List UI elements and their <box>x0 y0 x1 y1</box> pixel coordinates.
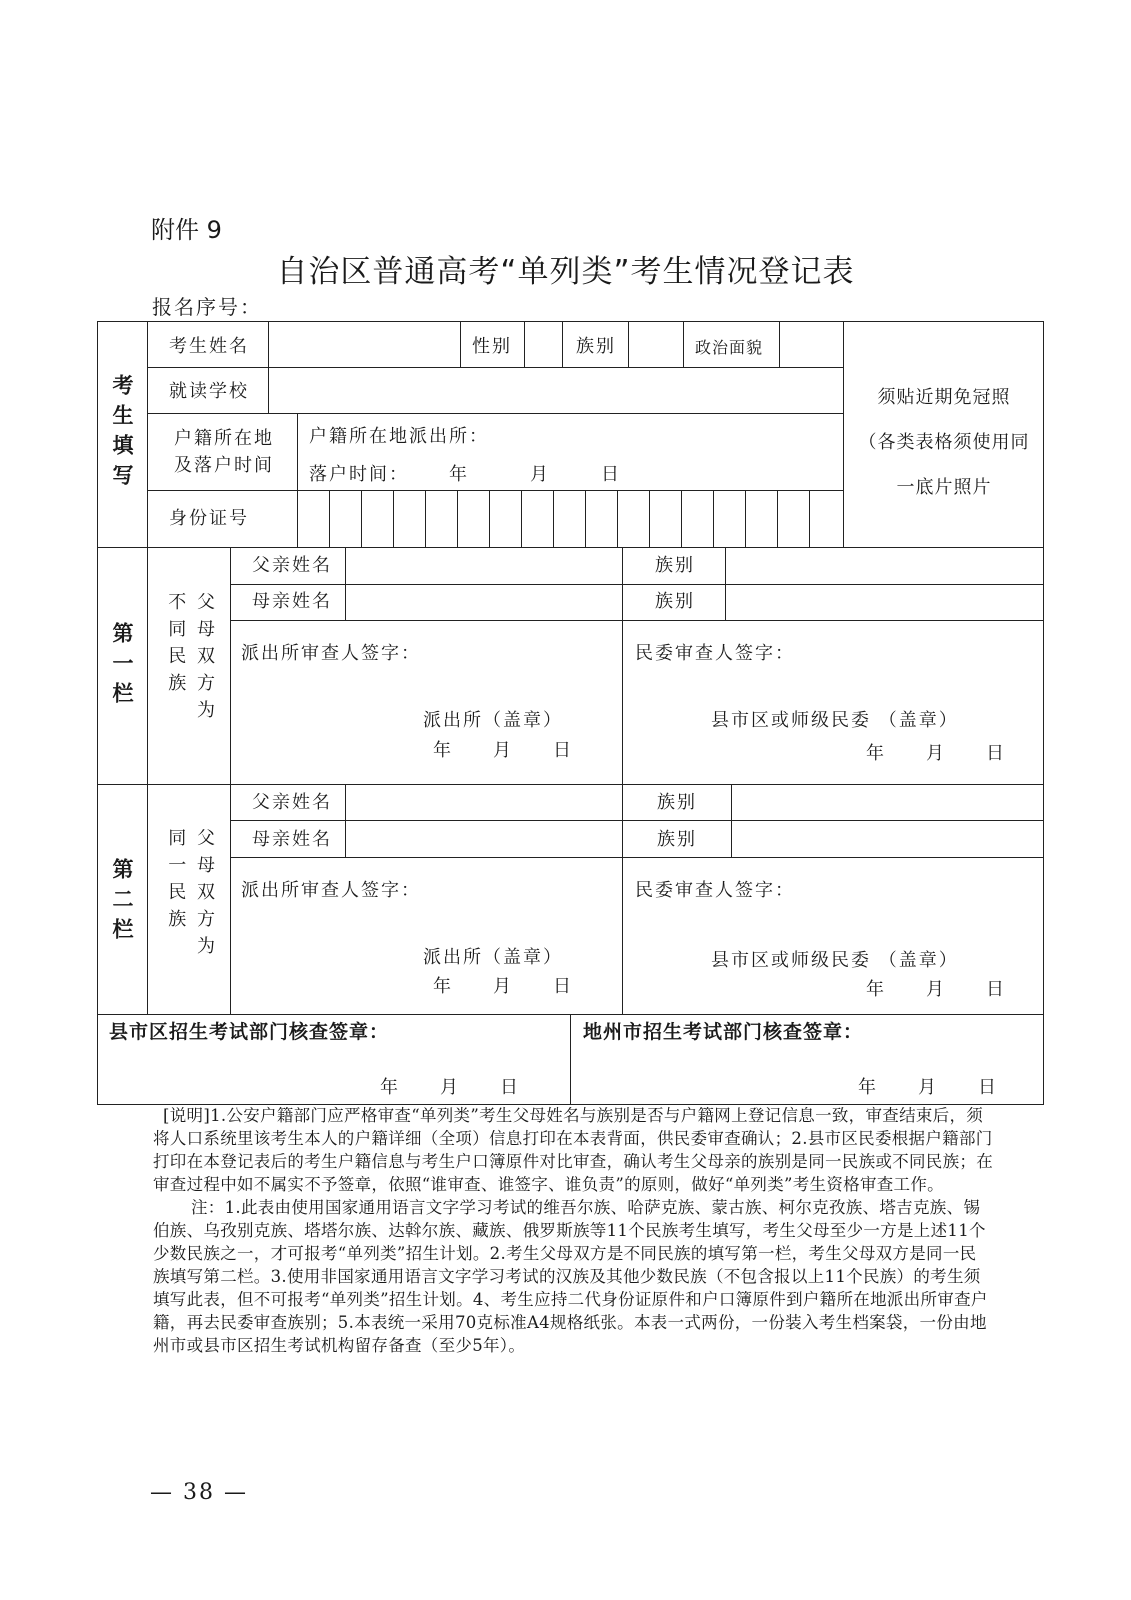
attachment-label: 附件 9 <box>151 216 222 244</box>
gender-label: 性别 <box>472 336 512 357</box>
student-ethnicity-label: 族别 <box>576 336 616 357</box>
father-ethnicity-label-2: 族别 <box>657 792 697 813</box>
explanation-text: [说明]1.公安户籍部门应严格审查“单列类”考生父母姓名与族别是否与户籍网上登记信息一致，审查结束后，须将人口系统里该考生本人的户籍详细（全项）信息打印在本表背面，供民委审查确认；2.县市区民委根据户籍部门打印在本登记表后的考生户籍信息与考生户口簿原件对比审查，确认考生父母亲的族别是同一民族或不同民族；在审查过程中如不属实不予签章，依照“谁审查、谁签字、谁负责”的原则，做好“单列类”考生资格审查工作。 <box>153 1106 993 1194</box>
form-notes <box>153 1104 993 1357</box>
settle-time-label: 落户时间： <box>309 464 409 485</box>
photo-area <box>845 375 1043 510</box>
police-signer-label-2: 派出所审查人签字： <box>241 880 421 901</box>
county-review-date: 年 月 日 <box>380 1077 520 1098</box>
school-label: 就读学校 <box>169 381 249 402</box>
police-station-label: 户籍所在地派出所： <box>309 426 489 447</box>
police-signer-label: 派出所审查人签字： <box>241 643 421 664</box>
form-title: 自治区普通高考“单列类”考生情况登记表 <box>276 254 855 290</box>
section-one-condition: 父母双方为不同民族 <box>165 592 215 727</box>
police-seal-date: 年 月 日 <box>433 740 573 761</box>
note-text: 注：1.此表由使用国家通用语言文字学习考试的维吾尔族、哈萨克族、蒙古族、柯尔克孜族、塔吉克族、锡伯族、乌孜别克族、塔塔尔族、达斡尔族、藏族、俄罗斯族等11个民族考生填写，考生父母至少一方是上述11个少数民族之一，才可报考“单列类”招生计划。2.考生父母双方是不同民族的填写第一栏，考生父母双方是同一民族填写第二栏。3.使用非国家通用语言文字学习考试的汉族及其他少数民族（不包含报以上11个民族）的考生须填写此表，但不可报考“单列类”招生计划。4、考生应持二代身份证原件和户口簿原件到户籍所在地派出所审查户籍，再去民委审查族别；5.本表统一采用70克标准A4规格纸张。本表一式两份，一份装入考生档案袋，一份由地州市或县市区招生考试机构留存备查（至少5年）。 <box>153 1198 988 1355</box>
father-name-label: 父亲姓名 <box>252 555 332 576</box>
county-review-label: 县市区招生考试部门核查签章： <box>109 1021 390 1043</box>
committee-signer-label-2: 民委审查人签字： <box>635 880 795 901</box>
committee-seal-date: 年 月 日 <box>866 743 1006 764</box>
serial-number-label: 报名序号： <box>152 295 262 319</box>
police-seal-label-2: 派出所（盖章） <box>423 947 563 968</box>
id-number-label: 身份证号 <box>169 508 249 529</box>
student-section-label: 考生填写 <box>110 374 134 494</box>
settle-day: 日 <box>601 464 621 485</box>
settle-month: 月 <box>530 464 550 485</box>
committee-seal-label: 县市区或师级民委 （盖章） <box>711 710 959 731</box>
section-two-condition: 父母双方为同一民族 <box>165 828 215 963</box>
mother-name-label: 母亲姓名 <box>252 591 332 612</box>
mother-ethnicity-label-2: 族别 <box>657 829 697 850</box>
mother-ethnicity-label: 族别 <box>655 591 695 612</box>
committee-seal-label-2: 县市区或师级民委 （盖章） <box>711 950 959 971</box>
photo-line1: 须贴近期免冠照 <box>877 387 1011 408</box>
father-ethnicity-label: 族别 <box>655 555 695 576</box>
mother-name-label-2: 母亲姓名 <box>252 829 332 850</box>
prefecture-review-date: 年 月 日 <box>858 1077 998 1098</box>
political-status-label: 政治面貌 <box>695 338 764 357</box>
committee-seal-date-2: 年 月 日 <box>866 979 1006 1000</box>
page-number: — 38 — <box>150 1480 248 1505</box>
photo-line2: （各类表格须使用同 <box>858 432 1030 453</box>
section-two-label: 第二栏 <box>110 858 134 948</box>
household-label-line1: 户籍所在地 <box>174 428 274 449</box>
police-seal-label: 派出所（盖章） <box>423 710 563 731</box>
student-name-label: 考生姓名 <box>169 336 249 357</box>
prefecture-review-label: 地州市招生考试部门核查签章： <box>583 1021 864 1043</box>
father-name-label-2: 父亲姓名 <box>252 792 332 813</box>
household-label-line2: 及落户时间 <box>174 455 274 476</box>
section-one-label: 第一栏 <box>110 622 134 712</box>
photo-line3: 一底片照片 <box>896 477 992 498</box>
committee-signer-label: 民委审查人签字： <box>635 643 795 664</box>
settle-year: 年 <box>449 464 469 485</box>
police-seal-date-2: 年 月 日 <box>433 976 573 997</box>
